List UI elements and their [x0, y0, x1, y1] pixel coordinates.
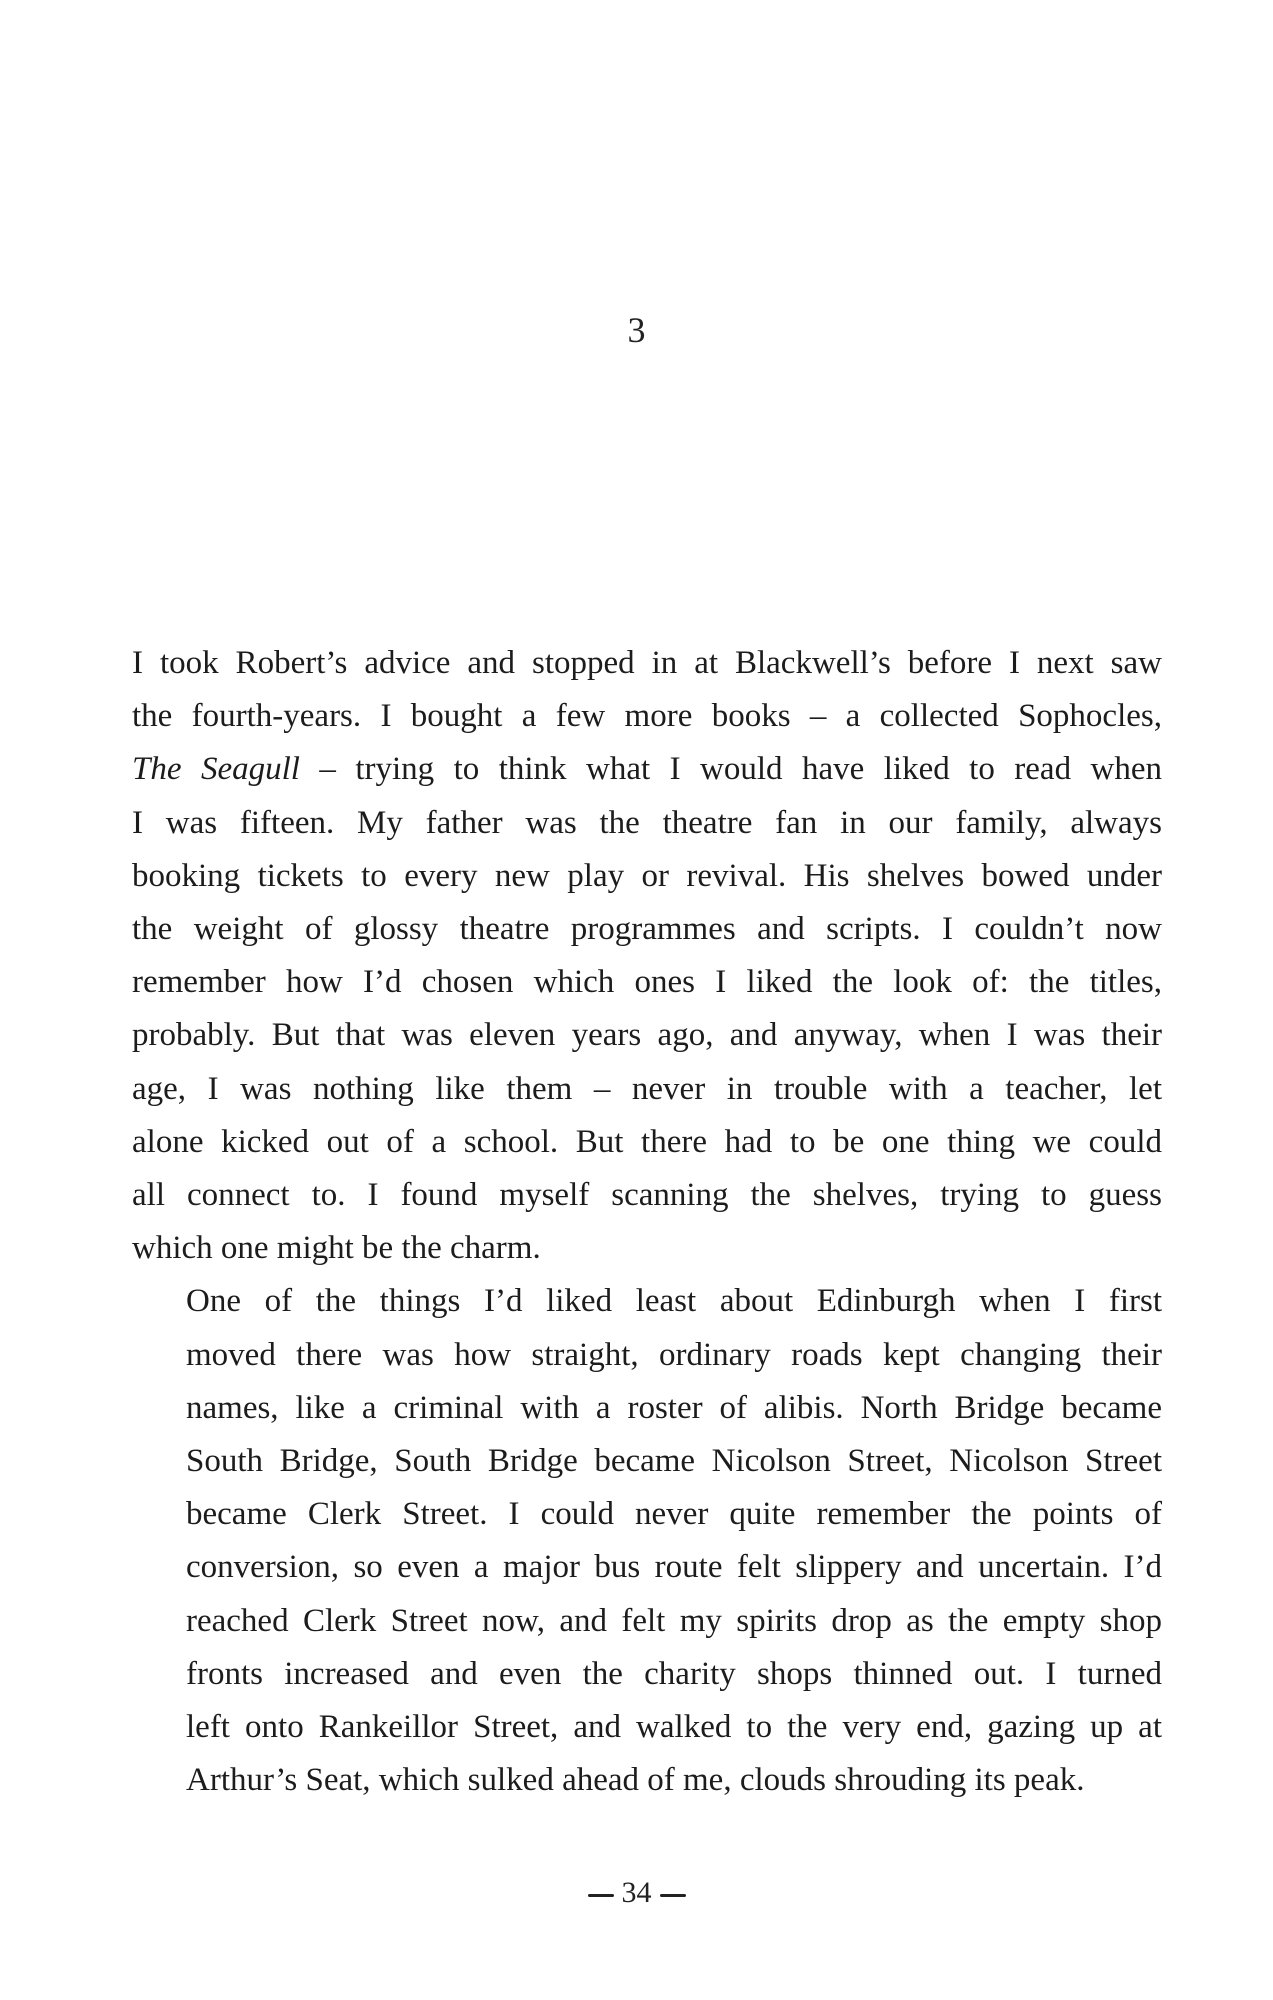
text-run: Arthur’s Seat, which sulked ahead of me, clouds shrouding its peak.	[186, 1762, 1085, 1799]
text-run: left onto Rankeillor Street, and walked to the very end, gazing up at	[186, 1709, 1162, 1746]
text-line	[132, 903, 1162, 956]
left-ornament-dash	[588, 1894, 614, 1897]
text-run: the weight of glossy theatre programmes and scripts. I couldn’t now	[132, 911, 1162, 948]
text-run: the fourth-years. I bought a few more books – a collected Sophocles,	[132, 698, 1162, 735]
text-line	[132, 1435, 1162, 1488]
text-line	[132, 1488, 1162, 1541]
text-run: – trying to think what I would have liked to read when	[299, 751, 1162, 788]
text-run: I was fifteen. My father was the theatre fan in our family, always	[132, 804, 1162, 841]
text-line	[132, 1116, 1162, 1169]
text-line	[132, 1595, 1162, 1648]
text-line	[132, 797, 1162, 850]
paragraph-2	[132, 1275, 1162, 1807]
text-line	[132, 690, 1162, 743]
text-line	[132, 1541, 1162, 1594]
italic-title: The Seagull	[132, 751, 300, 788]
text-run: South Bridge, South Bridge became Nicolson Street, Nicolson Street	[186, 1443, 1162, 1480]
text-line	[132, 956, 1162, 1009]
text-run: probably. But that was eleven years ago, and anyway, when I was their	[132, 1017, 1162, 1054]
right-ornament-dash	[660, 1894, 686, 1897]
text-line	[132, 1648, 1162, 1701]
body-text	[132, 637, 1162, 1807]
text-run: became Clerk Street. I could never quite remember the points of	[186, 1496, 1162, 1533]
text-run: One of the things I’d liked least about Edinburgh when I first	[186, 1283, 1162, 1320]
text-line	[132, 637, 1162, 690]
text-line	[132, 1275, 1162, 1328]
text-run: booking tickets to every new play or revival. His shelves bowed under	[132, 857, 1162, 894]
page-footer	[0, 1876, 1273, 1910]
text-run: reached Clerk Street now, and felt my spirits drop as the empty shop	[186, 1602, 1162, 1639]
text-line	[132, 1382, 1162, 1435]
text-run: which one might be the charm.	[132, 1230, 541, 1267]
text-line	[132, 1754, 1162, 1807]
text-run: all connect to. I found myself scanning the shelves, trying to guess	[132, 1177, 1162, 1214]
text-run: alone kicked out of a school. But there had to be one thing we could	[132, 1123, 1162, 1160]
chapter-number: 3	[627, 310, 646, 350]
text-line	[132, 1169, 1162, 1222]
text-run: conversion, so even a major bus route felt slippery and uncertain. I’d	[186, 1549, 1162, 1586]
text-run: moved there was how straight, ordinary roads kept changing their	[186, 1336, 1162, 1373]
text-run: I took Robert’s advice and stopped in at Blackwell’s before I next saw	[132, 645, 1162, 681]
text-line	[132, 850, 1162, 903]
text-run: fronts increased and even the charity shops thinned out. I turned	[186, 1655, 1162, 1692]
paragraph-1	[132, 637, 1162, 1275]
text-run: names, like a criminal with a roster of alibis. North Bridge became	[186, 1389, 1162, 1426]
text-run: remember how I’d chosen which ones I liked the look of: the titles,	[132, 964, 1162, 1001]
text-line	[132, 1222, 1162, 1275]
text-line	[132, 1009, 1162, 1062]
text-run: age, I was nothing like them – never in trouble with a teacher, let	[132, 1070, 1162, 1107]
text-line	[132, 1701, 1162, 1754]
text-line	[132, 1063, 1162, 1116]
page-number: 34	[621, 1876, 652, 1909]
text-line	[132, 1329, 1162, 1382]
text-line	[132, 743, 1162, 796]
